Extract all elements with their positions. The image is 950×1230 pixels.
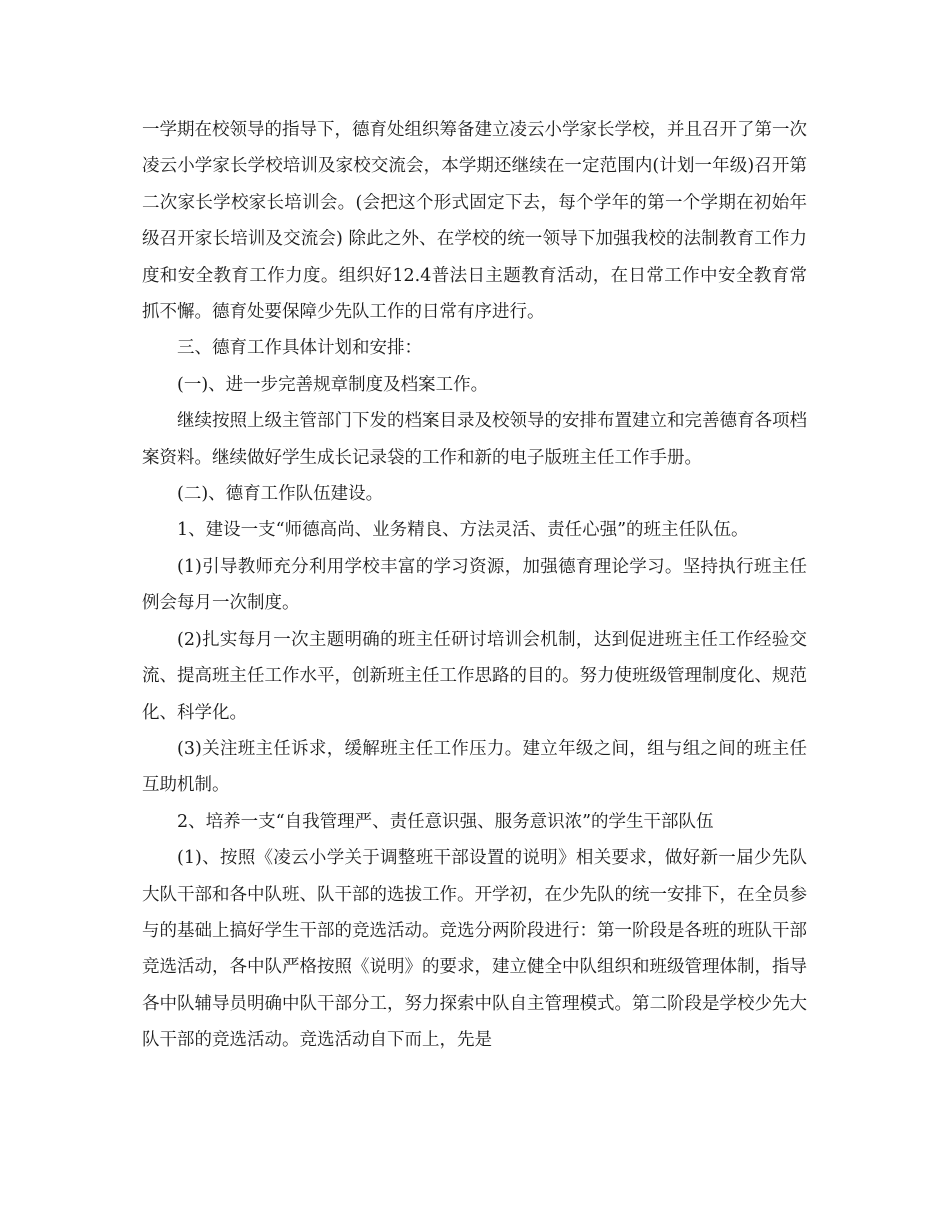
subsection-heading-1: (一)、进一步完善规章制度及档案工作。	[177, 374, 489, 395]
item-heading-2: 2、培养一支“自我管理严、责任意识强、服务意识浓”的学生干部队伍	[177, 811, 714, 832]
paragraph-archives: 继续按照上级主管部门下发的档案目录及校领导的安排布置建立和完善德育各项档案资料。继续做好学生成长记录袋的工作和新的电子版班主任工作手册。	[142, 411, 807, 468]
list-item-2: (2)扎实每月一次主题明确的班主任研讨培训会机制，达到促进班主任工作经验交流、提高班主任工作水平，创新班主任工作思路的目的。努力使班级管理制度化、规范化、科学化。	[142, 629, 807, 723]
list-item-student-1: (1)、按照《凌云小学关于调整班干部设置的说明》相关要求，做好新一届少先队大队干部和各中队班、队干部的选拔工作。开学初，在少先队的统一安排下，在全员参与的基础上搞好学生干部的竞选活动。竞选分两阶段进行：第一阶段是各班的班队干部竞选活动，各中队严格按照《说明》的要求，建立健全中队组织和班级管理体制，指导各中队辅导员明确中队干部分工，努力探索中队自主管理模式。第二阶段是学校少先大队干部的竞选活动。竞选活动自下而上，先是	[142, 848, 807, 1051]
section-heading-3: 三、德育工作具体计划和安排：	[177, 338, 422, 359]
document-body	[142, 112, 807, 1059]
list-item-3: (3)关注班主任诉求，缓解班主任工作压力。建立年级之间，组与组之间的班主任互助机制。	[142, 738, 807, 796]
item-heading-1: 1、建设一支“师德高尚、业务精良、方法灵活、责任心强”的班主任队伍。	[177, 520, 749, 541]
subsection-heading-2: (二)、德育工作队伍建设。	[177, 484, 384, 505]
paragraph-1: 一学期在校领导的指导下，德育处组织筹备建立凌云小学家长学校，并且召开了第一次凌云小学家长学校培训及家校交流会，本学期还继续在一定范围内(计划一年级)召开第二次家长学校家长培训会。(会把这个形式固定下去，每个学年的第一个学期在初始年级召开家长培训及交流会) 除此之外、在学校的统一领导下加强我校的法制教育工作力度和安全教育工作力度。组织好12.4普法日主题教育活动，在日常工作中安全教育常抓不懈。德育处要保障少先队工作的日常有序进行。	[142, 120, 807, 323]
list-item-1: (1)引导教师充分利用学校丰富的学习资源，加强德育理论学习。坚持执行班主任例会每月一次制度。	[142, 556, 807, 614]
